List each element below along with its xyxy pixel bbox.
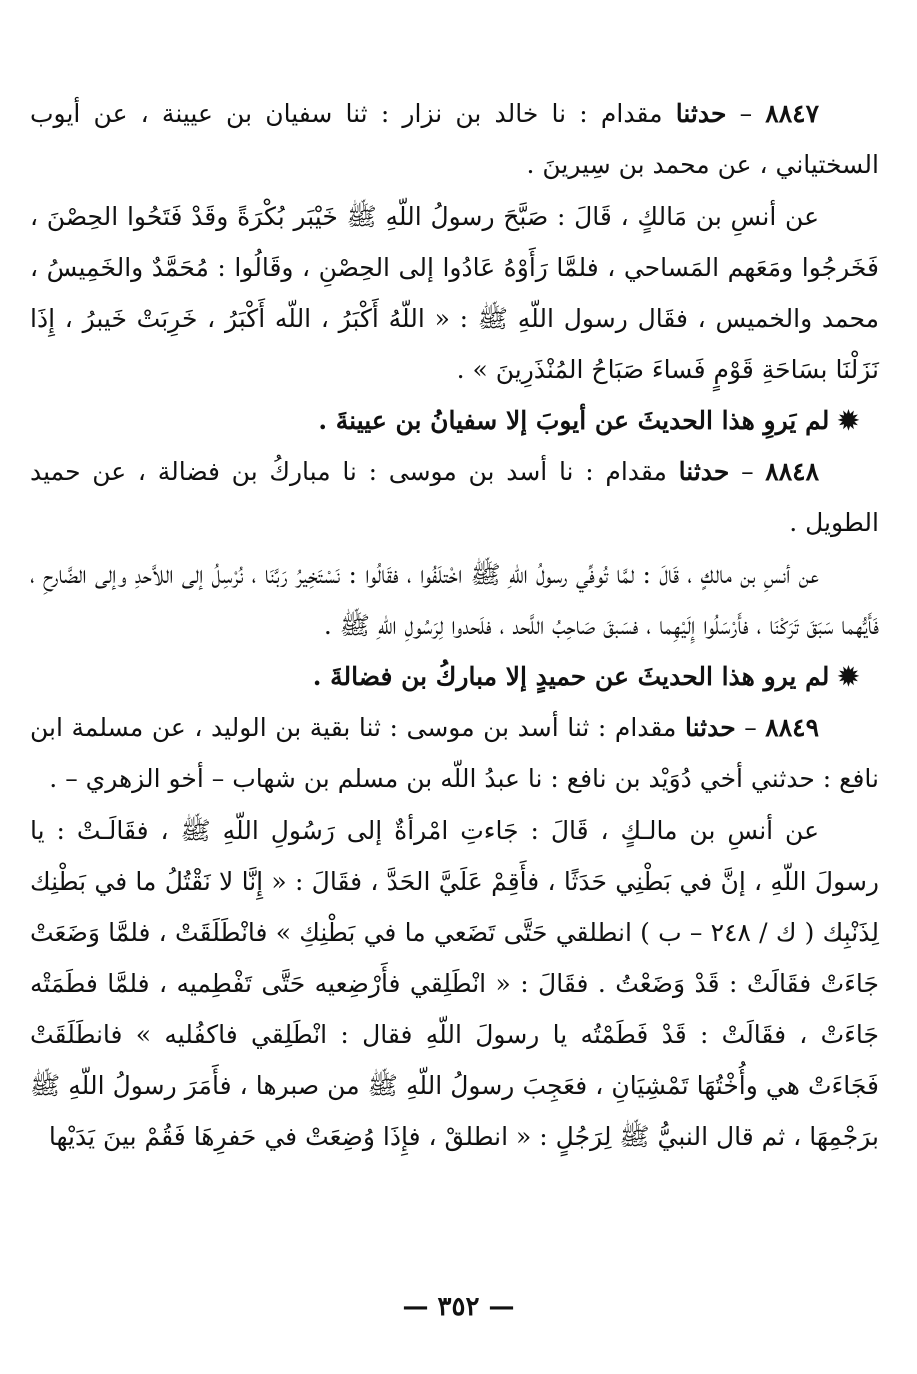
hadith-8849-isnad: ٨٨٤٩ – حدثنا مقدام : ثنا أسد بن موسى : ثنا بقية بن الوليد ، عن مسلمة ابن نافع : حدثني أخي دُوَيْد بن نافع : نا عبدُ اللّه بن مسلم بن شهاب – أخو الزهري – . <box>30 713 879 793</box>
hadith-8848-matn: عن أنسِ بن مالكٍ ، قَالَ : لمَّا تُوفِّي رسولُ اللّهِ ﷺ اخْتلَفُوا ، فقَالُوا : نَسْتَخِيرُ رَبَّنَا ، نُرْسِلُ إلى اللاَّحدِ وإلى الضَّارحِ ، فَأَيُّهما سَبَقَ تَرَكْنَا ، فأَرْسَلُوا إِلَيْهِما ، فسَبقَ صَاحِبُ اللَّحد ، فلَحدوا لِرَسُولِ اللّهِ ﷺ . <box>30 560 879 640</box>
document-page <box>30 88 879 1374</box>
hadith-number: ٨٨٤٩ <box>765 713 819 742</box>
hadith-lead-word: حدثنا <box>684 713 736 742</box>
hadith-8847-note: ✹ لم يَروِ هذا الحديثَ عن أيوبَ إلا سفيانُ بن عيينةَ . <box>318 406 859 435</box>
hadith-8849-matn: عن أنسِ بن مالـكٍ ، قَالَ : جَاءتِ امْرأةٌ إلى رَسُولِ اللّهِ ﷺ ، فقَالَـتْ : يا رسولَ اللّهِ ، إنَّ في بَطْنِي حَدَثًا ، فأَقِمْ عَلَيَّ الحَدَّ ، فقَالَ : « إِنَّا لا نَقْتُلُ ما في بَطْنِك لِذَنْبِك ( ك / ٢٤٨ – ب ) انطلقي حَتَّى تَضَعي ما في بَطْنِكِ » فانْطَلَقَتْ ، فلمَّا وَضَعَتْ جَاءَتْ فقَالَتْ : قَدْ وَضَعْتُ . فقَالَ : « انْطَلِقي فأَرْضِعيه حَتَّى تَفْطِميه ، فلمَّا فطَمَتْه جَاءَتْ ، فقَالَتْ : قَدْ فَطَمْتُه يا رسولَ اللّهِ فقال : انْطَلِقي فاكفُليه » فانطَلَقَتْ فَجَاءَتْ هي وأُخْتُهَا تَمْشِيَانِ ، فعَجِبَ رسولُ اللّهِ ﷺ من صبرها ، فأَمَرَ رسولُ اللّهِ ﷺ برَجْمِهَا ، ثم قال النبيُّ ﷺ لِرَجُلٍ : « انطلقْ ، فإِذَا وُضِعَتْ في حَفرِهَا فَقُمْ بينَ يَدَيْها <box>30 816 879 1151</box>
hadith-lead-word: حدثنا <box>678 457 730 486</box>
hadith-8848-note: ✹ لم يرو هذا الحديثَ عن حميدٍ إلا مباركُ بن فضالةَ . <box>312 662 859 691</box>
hadith-8847-matn: عن أنسِ بن مَالكٍ ، قَالَ : صَبَّحَ رسولُ اللّهِ ﷺ خَيْبَر بُكْرَةً وقَدْ فَتَحُوا الحِصْنَ ، فَخَرجُوا ومَعَهم المَساحي ، فلمَّا رَأَوْهُ عَادُوا إلى الحِصْنِ ، وقَالُوا : مُحَمَّدٌ والخَمِيسُ ، محمد والخميس ، فقَال رسول اللّهِ ﷺ : « اللّهُ أَكْبَرُ ، اللّه أَكْبَرُ ، خَرِبَتْ خَيبرُ ، إِذَا نَزَلْنَا بسَاحَةِ قَوْمٍ فَساءَ صَبَاحُ المُنْذَرِينَ » . <box>30 202 879 384</box>
isnad-text: مقدام : نا خالد بن نزار : ثنا سفيان بن عيينة ، عن أيوب السختياني ، عن محمد بن سِيرينَ . <box>30 99 879 179</box>
isnad-text: مقدام : نا أسد بن موسى : نا مباركُ بن فضالة ، عن حميد الطويل . <box>30 457 879 537</box>
hadith-lead-word: حدثنا <box>675 99 727 128</box>
isnad-text: مقدام : ثنا أسد بن موسى : ثنا بقية بن الوليد ، عن مسلمة ابن نافع : حدثني أخي دُوَيْد بن نافع : نا عبدُ اللّه بن مسلم بن شهاب – أخو الزهري – . <box>30 713 879 793</box>
hadith-number: ٨٨٤٨ <box>765 457 820 486</box>
hadith-8847-isnad: ٨٨٤٧ – حدثنا مقدام : نا خالد بن نزار : ثنا سفيان بن عيينة ، عن أيوب السختياني ، عن محمد بن سِيرينَ . <box>30 99 879 179</box>
hadith-number: ٨٨٤٧ <box>765 99 819 128</box>
page-number: — ٣٥٢ — <box>402 1292 515 1322</box>
hadith-8848-isnad: ٨٨٤٨ – حدثنا مقدام : نا أسد بن موسى : نا مباركُ بن فضالة ، عن حميد الطويل . <box>30 457 879 537</box>
